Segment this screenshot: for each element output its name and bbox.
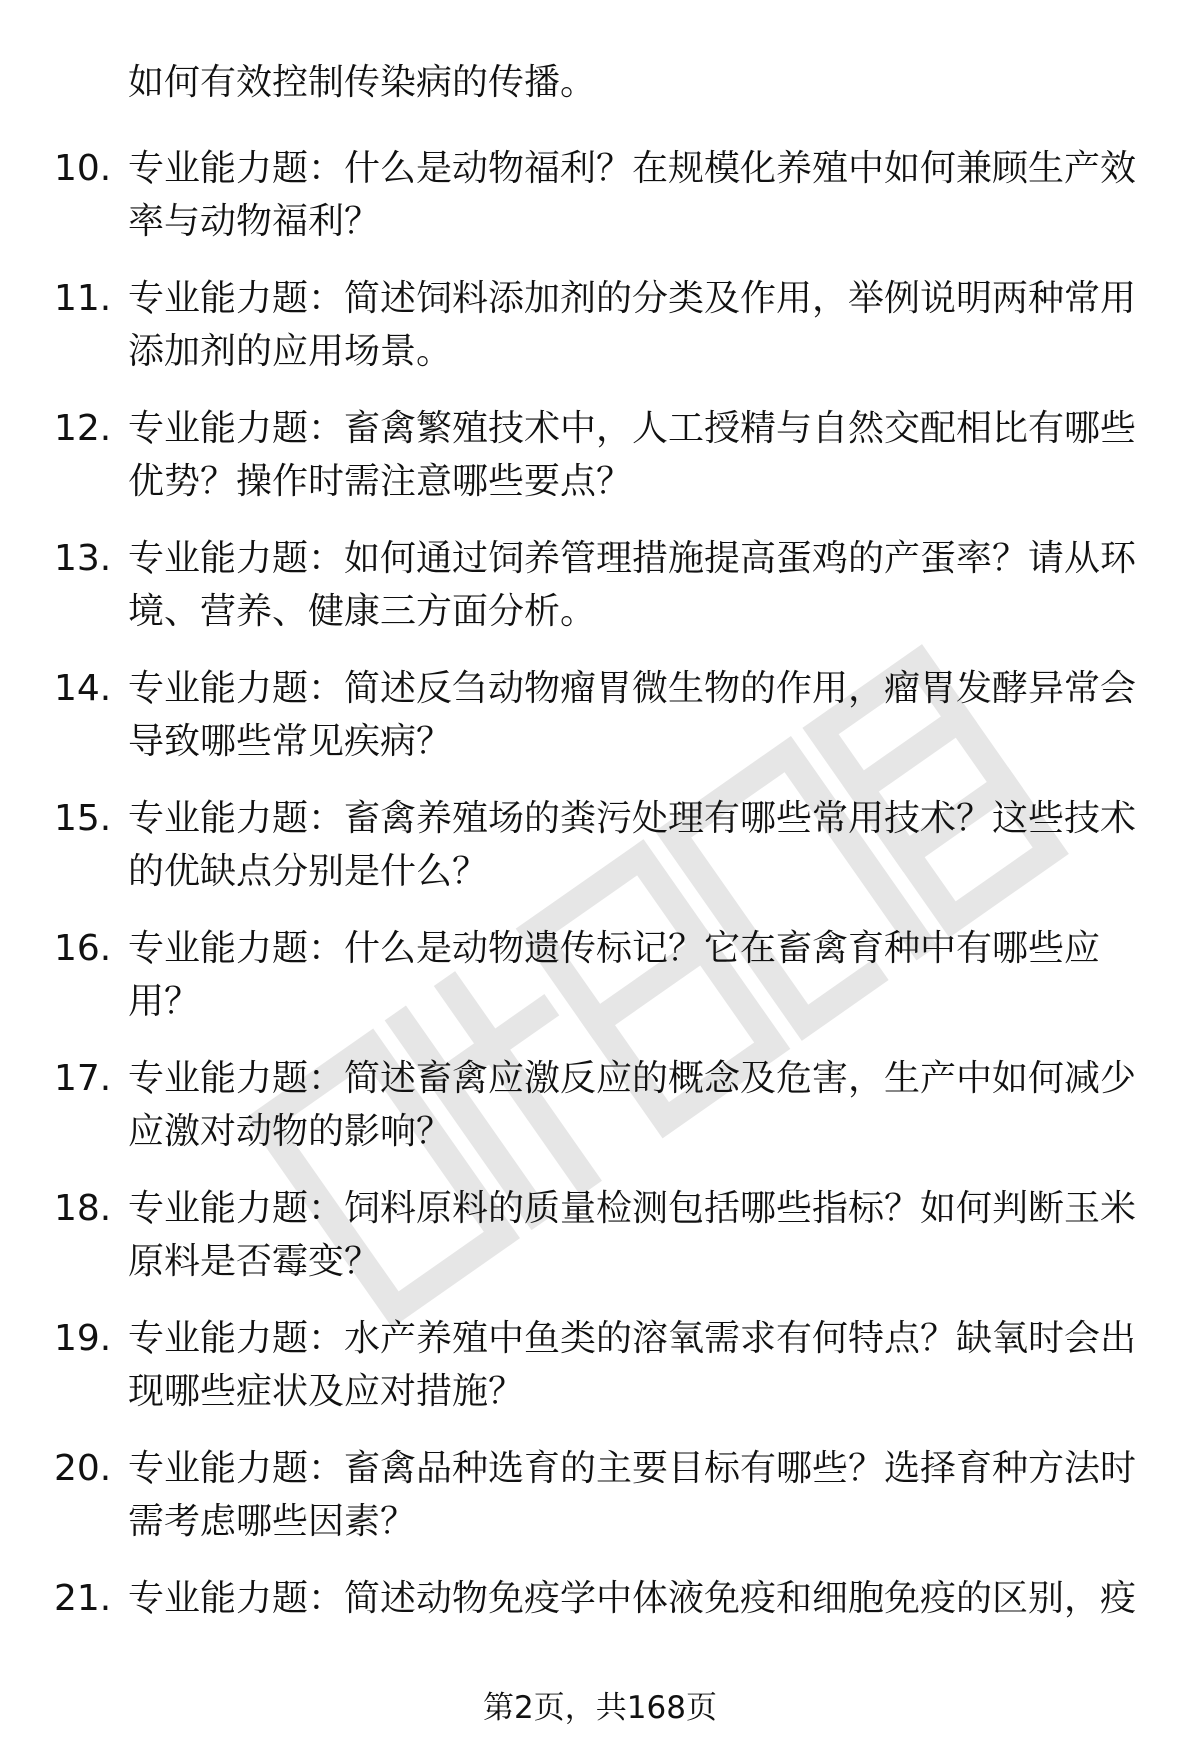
question-text-line: 专业能力题：简述畜禽应激反应的概念及危害，生产中如何减少 [128, 1058, 1137, 1099]
page-number-footer: 第2页，共168页 [483, 1690, 717, 1726]
question-item [0, 1312, 1200, 1442]
question-text-line: 添加剂的应用场景。 [128, 331, 453, 372]
question-text-line: 现哪些症状及应对措施？ [128, 1371, 525, 1412]
question-text-line: 境、营养、健康三方面分析。 [128, 591, 597, 632]
question-number: 15. [54, 798, 112, 839]
question-number: 16. [54, 928, 112, 969]
question-text-line: 原料是否霉变？ [128, 1241, 381, 1282]
question-item [0, 402, 1200, 532]
question-text-line: 专业能力题：简述动物免疫学中体液免疫和细胞免疫的区别，疫 [128, 1578, 1137, 1619]
question-text-line: 应激对动物的影响？ [128, 1111, 453, 1152]
question-text-line: 专业能力题：什么是动物福利？在规模化养殖中如何兼顾生产效 [128, 148, 1137, 189]
question-item [0, 532, 1200, 662]
question-text-line: 需考虑哪些因素？ [128, 1501, 417, 1542]
question-text-line: 导致哪些常见疾病？ [128, 721, 453, 762]
question-item [0, 1442, 1200, 1572]
question-text-line: 专业能力题：简述反刍动物瘤胃微生物的作用，瘤胃发酵异常会 [128, 668, 1137, 709]
question-text-line: 专业能力题：畜禽养殖场的粪污处理有哪些常用技术？这些技术 [128, 798, 1137, 839]
question-text-line: 专业能力题：水产养殖中鱼类的溶氧需求有何特点？缺氧时会出 [128, 1318, 1137, 1359]
question-item [0, 792, 1200, 922]
question-item [0, 1182, 1200, 1312]
question-item [0, 272, 1200, 402]
question-number: 12. [54, 408, 112, 449]
question-number: 17. [54, 1058, 112, 1099]
question-number: 14. [54, 668, 112, 709]
question-text-line: 用？ [128, 981, 201, 1022]
question-text-line: 优势？操作时需注意哪些要点？ [128, 461, 633, 502]
question-number: 18. [54, 1188, 112, 1229]
question-item [0, 922, 1200, 1052]
question-text-line: 的优缺点分别是什么？ [128, 851, 489, 892]
question-text-line: 专业能力题：畜禽品种选育的主要目标有哪些？选择育种方法时 [128, 1448, 1137, 1489]
question-text-line: 专业能力题：饲料原料的质量检测包括哪些指标？如何判断玉米 [128, 1188, 1137, 1229]
continuation-text: 如何有效控制传染病的传播。 [128, 62, 597, 103]
question-item [0, 662, 1200, 792]
question-number: 11. [54, 278, 112, 319]
question-text-line: 专业能力题：畜禽繁殖技术中，人工授精与自然交配相比有哪些 [128, 408, 1137, 449]
question-number: 21. [54, 1578, 112, 1619]
question-list [0, 142, 1200, 1702]
question-item [0, 1572, 1200, 1702]
question-text-line: 专业能力题：如何通过饲养管理措施提高蛋鸡的产蛋率？请从环 [128, 538, 1137, 579]
question-number: 20. [54, 1448, 112, 1489]
question-text-line: 率与动物福利？ [128, 201, 381, 242]
question-text-line: 专业能力题：简述饲料添加剂的分类及作用，举例说明两种常用 [128, 278, 1137, 319]
question-number: 19. [54, 1318, 112, 1359]
question-text-line: 专业能力题：什么是动物遗传标记？它在畜禽育种中有哪些应 [128, 928, 1101, 969]
question-number: 10. [54, 148, 112, 189]
question-item [0, 142, 1200, 272]
question-item [0, 1052, 1200, 1182]
question-number: 13. [54, 538, 112, 579]
